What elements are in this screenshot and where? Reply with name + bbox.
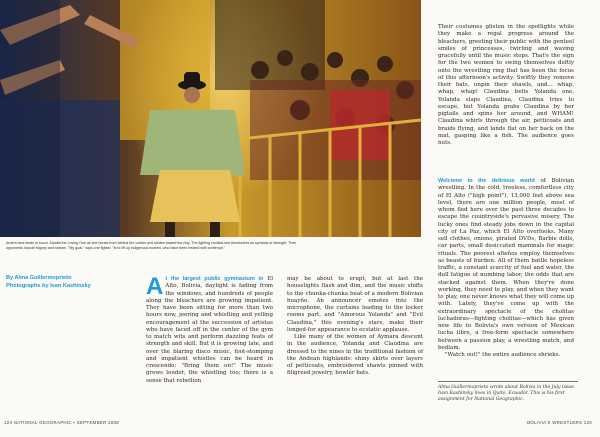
drop-cap: A (146, 273, 164, 300)
section-text: of Bolivian wrestling. In the cold, treeless, comfortless city of El Alto ("high point"), 13,000 feet above sea level, there are one million people, most of whom fled here over the past three decades to escape the countryside's pervasive misery. The lucky ones find steady jobs down in the capital city of La Paz, which El Alto overlooks. Many sell clothes, onions, pirated DVDs, Barbie dolls, car parts, small desiccated mammals for magic rituals. The poorest alteños employ themselves as beasts of burden. All of them battle hopeless traffic, a constant scarcity of fuel and water, the dull fatigue of numbing labor, the odds that are stacked against them. When they're done working, they need to play, and when they want to play, one never knows what they will come up with. Lately, they've come up with the extraordinary spectacle of the cholitas luchadoras—fighting cholitas—which has given new life to Bolivia's own version of Mexican lucha libre, a free-form spectacle somewhere between a passion play, a wrestling match, and bedlam. (438, 178, 575, 351)
article-column-3-section (438, 178, 574, 359)
author-credit: By Alma Guillermoprieto (6, 275, 72, 281)
paragraph: Their costumes glisten in the spotlights while they make a regal progress around the bleachers, greeting their public with the genteel smiles of princesses, twirling and waving gracefully until the music stops. That's the sign for the two women to swing themselves deftly onto the wrestling ring that has been the focus of this afternoon's activity. Swiftly they remove their hats, unpin their shawls, and... whap, whap, whap! Claudina belts Yolanda one, Yolanda slaps Claudina, Claudina tries to escape, but Yolanda grabs Claudina by her pigtails and spins her around, and WHAM! Claudina whirls through the air, petticoats and braids flying, and lands flat on her back on the mat, gasping like a fish. The audience goes nuts. (438, 24, 574, 146)
caption-text: Ardent fans strain to touch Juanita the Loving One as she bursts from behind the curtain and strides toward the ring. The fighting cholitas see themselves as symbols of strength: Their opponents include bigotry and sexism. "My goal," says one fighter, "is to lift up indigenous women, who have been treated with contempt." (6, 241, 297, 250)
photo-caption (6, 241, 306, 251)
photo-illustration (0, 0, 421, 237)
section-lead-in: Welcome to the delirious world (438, 178, 535, 184)
article-column-1 (146, 273, 274, 385)
section-paragraph (438, 178, 574, 352)
folio-right: BOLIVIA'S WRESTLERS 125 (527, 420, 592, 425)
photographer-credit: Photographs by Ivan Kashinsky (6, 282, 91, 289)
paragraph: may be about to erupt, but at last the houselights flash and dim, and the music shifts to the chunka-chunka beat of a modern Bolivian huayño. An announcer emotes into the microphone, the curtains leading to the locker rooms part, and "Amorous Yolanda" and "Evil Claudina," this evening's stars, make their longed-for appearance to ecstatic applause. (287, 276, 423, 333)
paragraph: "Watch out!" the entire audience shrieks. (445, 352, 561, 358)
byline (6, 275, 156, 290)
paragraph: Like many of the women of Aymara descent in the audience, Yolanda and Claudina are dressed to the nines in the traditional fashion of the Andean highlands: shiny skirts over layers of petticoats, embroidered shawls pinned with filigreed jewelry, bowler hats. (287, 334, 423, 377)
author-note: Alma Guillermoprieto wrote about Bolivia in the July issue. Ivan Kashinsky lives in Quito, Ecuador. This is his first assignment for National Geographic. (438, 381, 578, 404)
folio-left: 124 NATIONAL GEOGRAPHIC • SEPTEMBER 2008 (4, 420, 120, 425)
opening-paragraph (146, 273, 274, 385)
lead-in: t the largest public gymnasium in (165, 276, 264, 282)
article-column-3 (438, 24, 574, 147)
opening-text: El Alto, Bolivia, daylight is fading from the windows, and hundreds of people along the bleachers are growing impatient. They have been sitting for more than two hours now, jeering and whistling and yelling encouragement at the succession of artistas who have faced off in the center of the gym to match wits and perform dazzling feats of strength and skill. But it is growing late, and over the blaring disco music, foot-stomping and impatient whistles can be heard in crescendo: "Bring them on!" The music grows louder, the whistling too; there is a sense that rebellion (146, 276, 274, 384)
article-column-2 (287, 276, 423, 378)
feature-photo (0, 0, 421, 237)
